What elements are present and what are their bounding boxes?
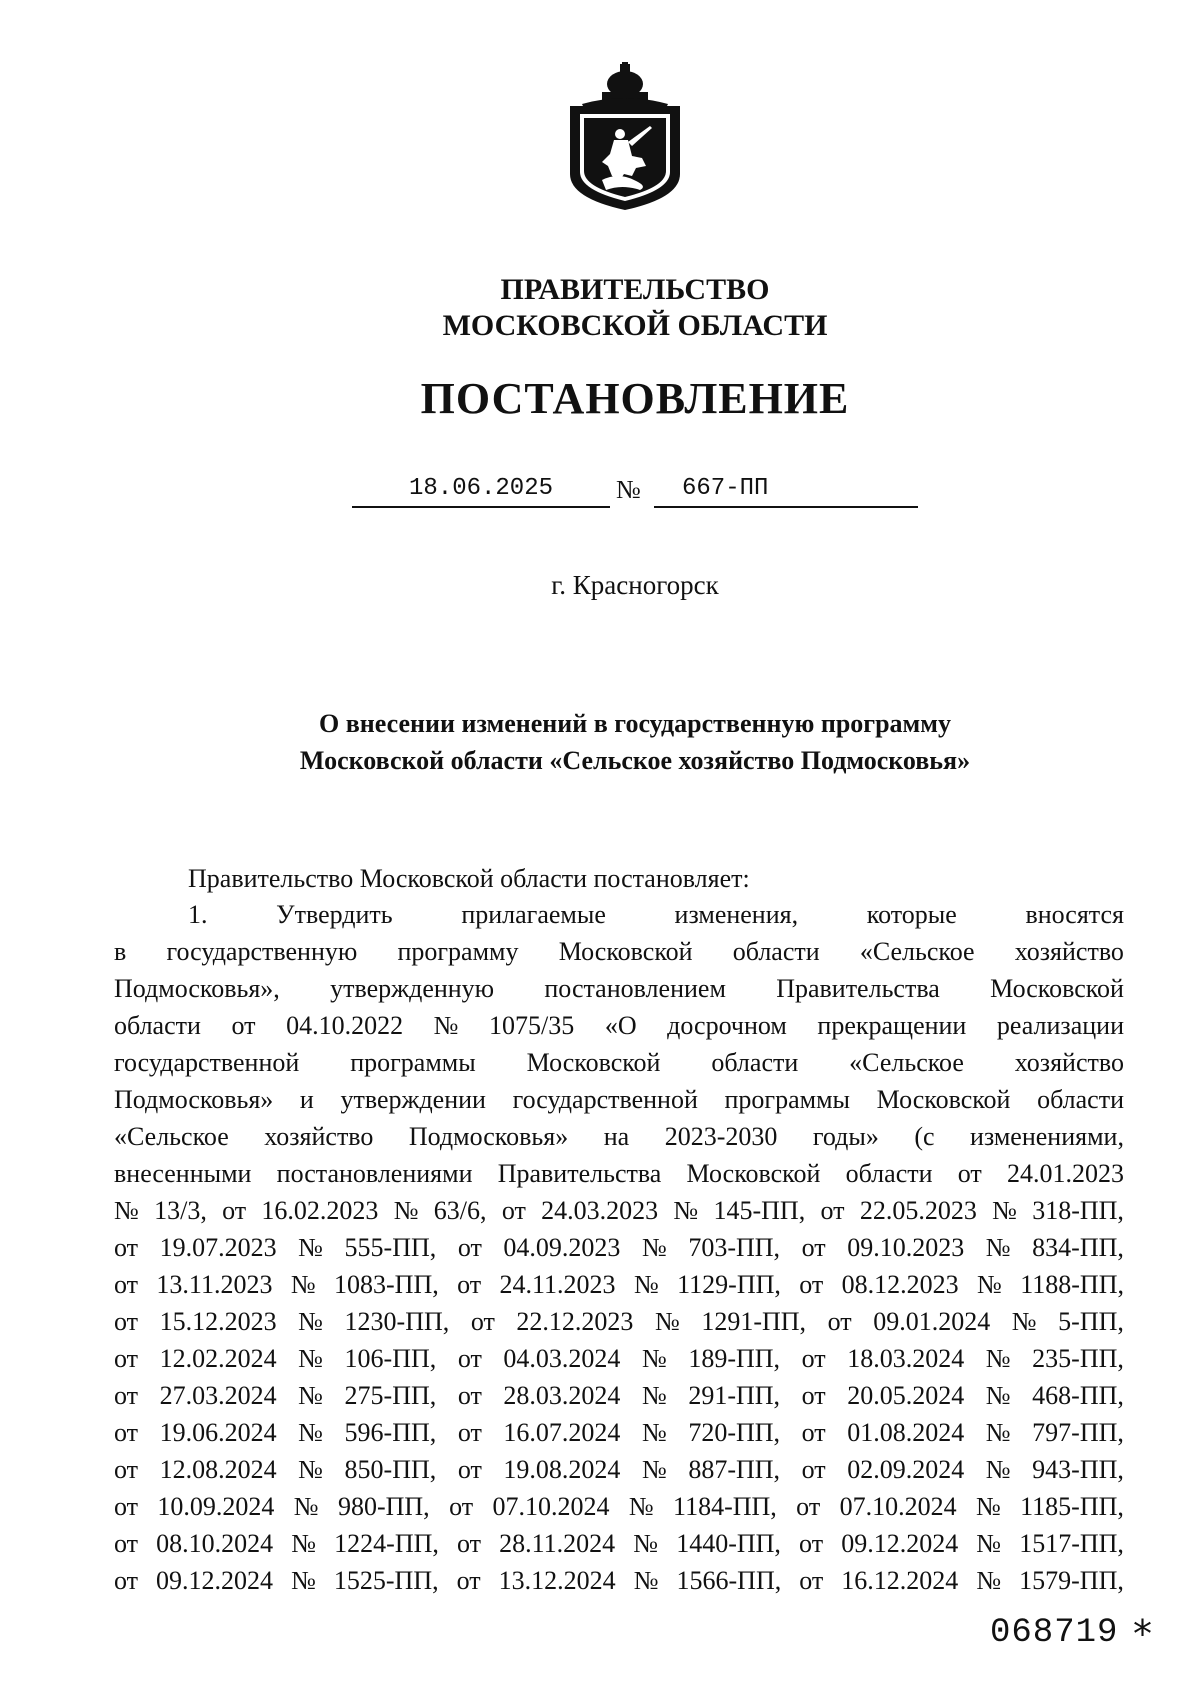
- coat-of-arms-icon: [562, 62, 688, 212]
- subject-line1: О внесении изменений в государственную программу: [319, 709, 951, 738]
- asterisk-mark: *: [1133, 1612, 1152, 1656]
- document-number: [654, 474, 918, 508]
- body-line: Подмосковья» и утверждении государственной программы Московской области: [114, 1085, 1124, 1114]
- body-line: от 27.03.2024 № 275-ПП, от 28.03.2024 № 291-ПП, от 20.05.2024 № 468-ПП,: [114, 1381, 1124, 1410]
- org-name-line1: ПРАВИТЕЛЬСТВО: [500, 273, 770, 306]
- body-line: от 09.12.2024 № 1525-ПП, от 13.12.2024 № 1566-ПП, от 16.12.2024 № 1579-ПП,: [114, 1566, 1124, 1595]
- serial-number: 068719: [990, 1614, 1119, 1652]
- body-line: государственной программы Московской области «Сельское хозяйство: [114, 1048, 1124, 1077]
- body-text: [114, 896, 1124, 1599]
- preamble: Правительство Московской области постановляет:: [188, 864, 750, 893]
- body-line: от 19.07.2023 № 555-ПП, от 04.09.2023 № 703-ПП, от 09.10.2023 № 834-ПП,: [114, 1233, 1124, 1262]
- document-date: 18.06.2025: [352, 474, 610, 508]
- body-line: 1. Утвердить прилагаемые изменения, которые вносятся: [188, 900, 1124, 929]
- document-number-value: 667-ПП: [682, 475, 769, 502]
- body-line: в государственную программу Московской области «Сельское хозяйство: [114, 937, 1124, 966]
- body-line: от 15.12.2023 № 1230-ПП, от 22.12.2023 № 1291-ПП, от 09.01.2024 № 5-ПП,: [114, 1307, 1124, 1336]
- body-line: внесенными постановлениями Правительства Московской области от 24.01.2023: [114, 1159, 1124, 1188]
- body-line: «Сельское хозяйство Подмосковья» на 2023-2030 годы» (с изменениями,: [114, 1122, 1124, 1151]
- body-line: от 19.06.2024 № 596-ПП, от 16.07.2024 № 720-ПП, от 01.08.2024 № 797-ПП,: [114, 1418, 1124, 1447]
- body-line: от 13.11.2023 № 1083-ПП, от 24.11.2023 № 1129-ПП, от 08.12.2023 № 1188-ПП,: [114, 1270, 1124, 1299]
- document-type-title: ПОСТАНОВЛЕНИЕ: [420, 374, 850, 423]
- body-line: от 12.08.2024 № 850-ПП, от 19.08.2024 № 887-ПП, от 02.09.2024 № 943-ПП,: [114, 1455, 1124, 1484]
- number-sign: №: [616, 475, 641, 504]
- body-line: области от 04.10.2022 № 1075/35 «О досрочном прекращении реализации: [114, 1011, 1124, 1040]
- city: г. Красногорск: [551, 570, 719, 600]
- org-name-line2: МОСКОВСКОЙ ОБЛАСТИ: [442, 309, 828, 342]
- body-line: № 13/3, от 16.02.2023 № 63/6, от 24.03.2023 № 145-ПП, от 22.05.2023 № 318-ПП,: [114, 1196, 1124, 1225]
- body-line: от 12.02.2024 № 106-ПП, от 04.03.2024 № 189-ПП, от 18.03.2024 № 235-ПП,: [114, 1344, 1124, 1373]
- subject-line2: Московской области «Сельское хозяйство Подмосковья»: [299, 746, 971, 775]
- body-line: от 10.09.2024 № 980-ПП, от 07.10.2024 № 1184-ПП, от 07.10.2024 № 1185-ПП,: [114, 1492, 1124, 1521]
- body-line: Подмосковья», утвержденную постановлением Правительства Московской: [114, 974, 1124, 1003]
- body-line: от 08.10.2024 № 1224-ПП, от 28.11.2024 № 1440-ПП, от 09.12.2024 № 1517-ПП,: [114, 1529, 1124, 1558]
